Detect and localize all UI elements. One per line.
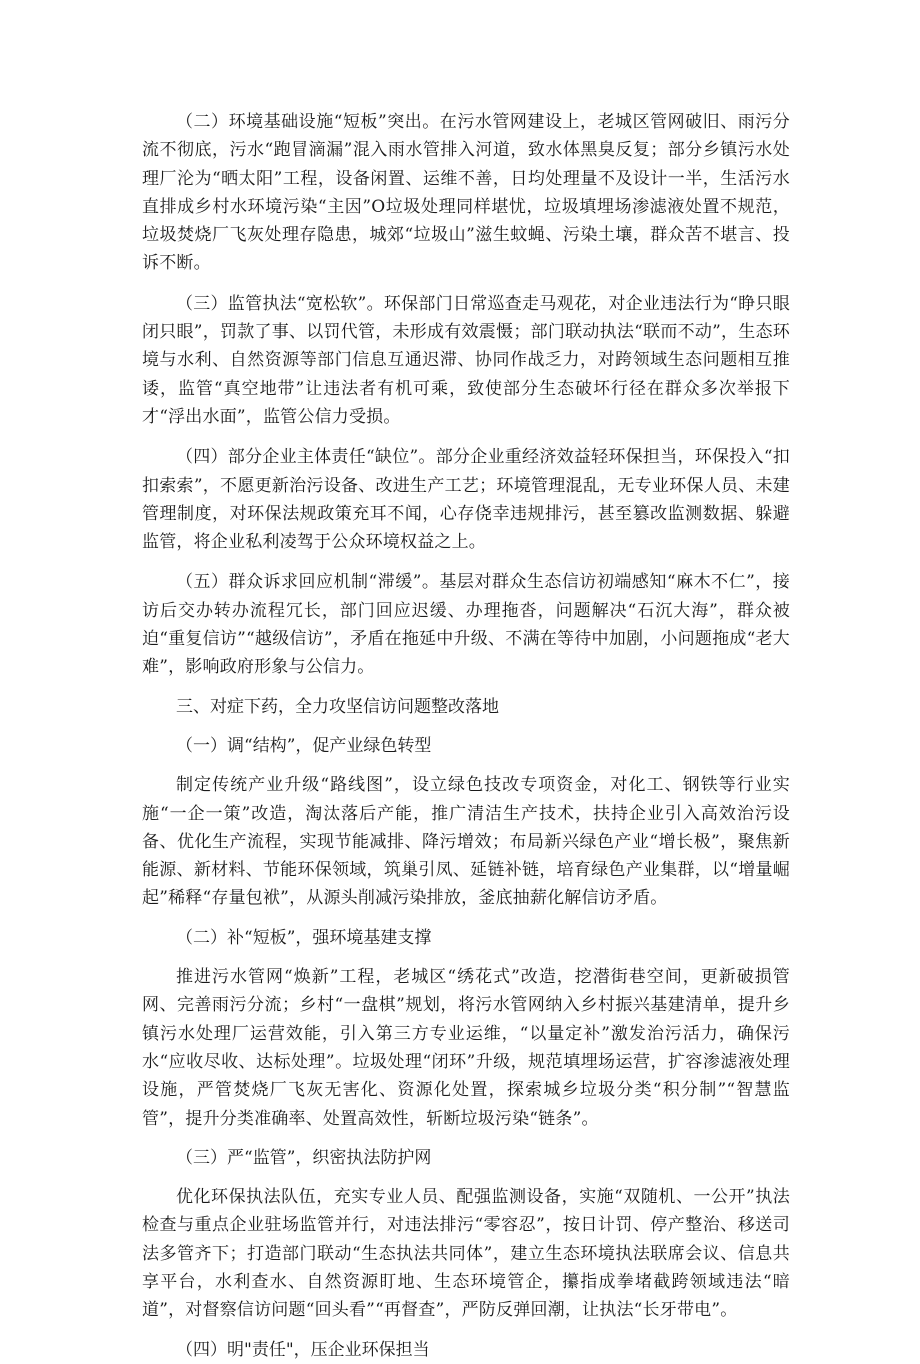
- paragraph-enforcement: 优化环保执法队伍，充实专业人员、配强监测设备，实施“双随机、一公开”执法检查与重点企业驻场监管并行，对违法排污“零容忍”，按日计罚、停产整治、移送司法多管齐下；打造部门联动“生态执法共同体”，建立生态环境执法联席会议、信息共享平台，水利查水、自然资源盯地、生态环境管企，攥指成拳堵截跨领域违法“暗道”，对督察信访问题“回头看”“再督查”，严防反弹回潮，让执法“长牙带电”。: [142, 1187, 790, 1321]
- document-page: [142, 108, 790, 1364]
- paragraph-lax-supervision: （三）监管执法“宽松软”。环保部门日常巡查走马观花，对企业违法行为“睁只眼闭只眼”，罚款了事、以罚代管，未形成有效震慑；部门联动执法“联而不动”，生态环境与水利、自然资源等部门信息互通迟滞、协同作战乏力，对跨领域生态问题相互推诿，监管“真空地带”让违法者有机可乘，致使部分生态破坏行径在群众多次举报下才“浮出水面”，监管公信力受损。: [142, 293, 790, 427]
- paragraph-industry-upgrade: 制定传统产业升级“路线图”，设立绿色技改专项资金，对化工、钢铁等行业实施“一企一策”改造，淘汰落后产能，推广清洁生产技术，扶持企业引入高效治污设备、优化生产流程，实现节能减排、降污增效；布局新兴绿色产业“增长极”，聚焦新能源、新材料、节能环保领域，筑巢引凤、延链补链，培育绿色产业集群，以“增量崛起”稀释“存量包袱”，从源头削减污染排放，釜底抽薪化解信访矛盾。: [142, 775, 790, 909]
- paragraph-enterprise-responsibility: （四）部分企业主体责任“缺位”。部分企业重经济效益轻环保担当，环保投入“扣扣索索”，不愿更新治污设备、改进生产工艺；环境管理混乱，无专业环保人员、未建管理制度，对环保法规政策充耳不闻，心存侥幸违规排污，甚至篡改监测数据、躲避监管，将企业私利凌驾于公众环境权益之上。: [142, 447, 790, 553]
- subheading-structure: （一）调“结构”，促产业绿色转型: [176, 735, 432, 756]
- paragraph-infrastructure-shortfall: （二）环境基础设施“短板”突出。在污水管网建设上，老城区管网破旧、雨污分流不彻底，污水“跑冒滴漏”混入雨水管排入河道，致水体黑臭反复；部分乡镇污水处理厂沦为“晒太阳”工程，设备闲置、运维不善，日均处理量不及设计一半，生活污水直排成乡村水环境污染“主因”O垃圾处理同样堪忧，垃圾填埋场渗滤液处置不规范，垃圾焚烧厂飞灰处理存隐患，城郊“垃圾山”滋生蚊蝇、污染土壤，群众苦不堪言、投诉不断。: [142, 112, 790, 274]
- section-heading-3: 三、对症下药，全力攻坚信访问题整改落地: [176, 696, 499, 717]
- subheading-responsibility: （四）明"责任"，压企业环保担当: [176, 1339, 430, 1360]
- paragraph-infrastructure-upgrade: 推进污水管网“焕新”工程，老城区“绣花式”改造，挖潜街巷空间，更新破损管网、完善雨污分流；乡村“一盘棋”规划，将污水管网纳入乡村振兴基建清单，提升乡镇污水处理厂运营效能，引入第三方专业运维，“以量定补”激发治污活力，确保污水“应收尽收、达标处理”。垃圾处理“闭环”升级，规范填埋场运营，扩容渗滤液处理设施，严管焚烧厂飞灰无害化、资源化处置，探索城乡垃圾分类“积分制”“智慧监管”，提升分类准确率、处置高效性，斩断垃圾污染“链条”。: [142, 967, 790, 1129]
- subheading-shortfall: （二）补“短板”，强环境基建支撑: [176, 927, 432, 948]
- subheading-supervision: （三）严“监管”，织密执法防护网: [176, 1147, 432, 1168]
- paragraph-petition-response: （五）群众诉求回应机制“滞缓”。基层对群众生态信访初端感知“麻木不仁”，接访后交办转办流程冗长，部门回应迟缓、办理拖沓，问题解决“石沉大海”，群众被迫“重复信访”“越级信访”，矛盾在拖延中升级、不满在等待中加剧，小问题拖成“老大难”，影响政府形象与公信力。: [142, 572, 790, 678]
